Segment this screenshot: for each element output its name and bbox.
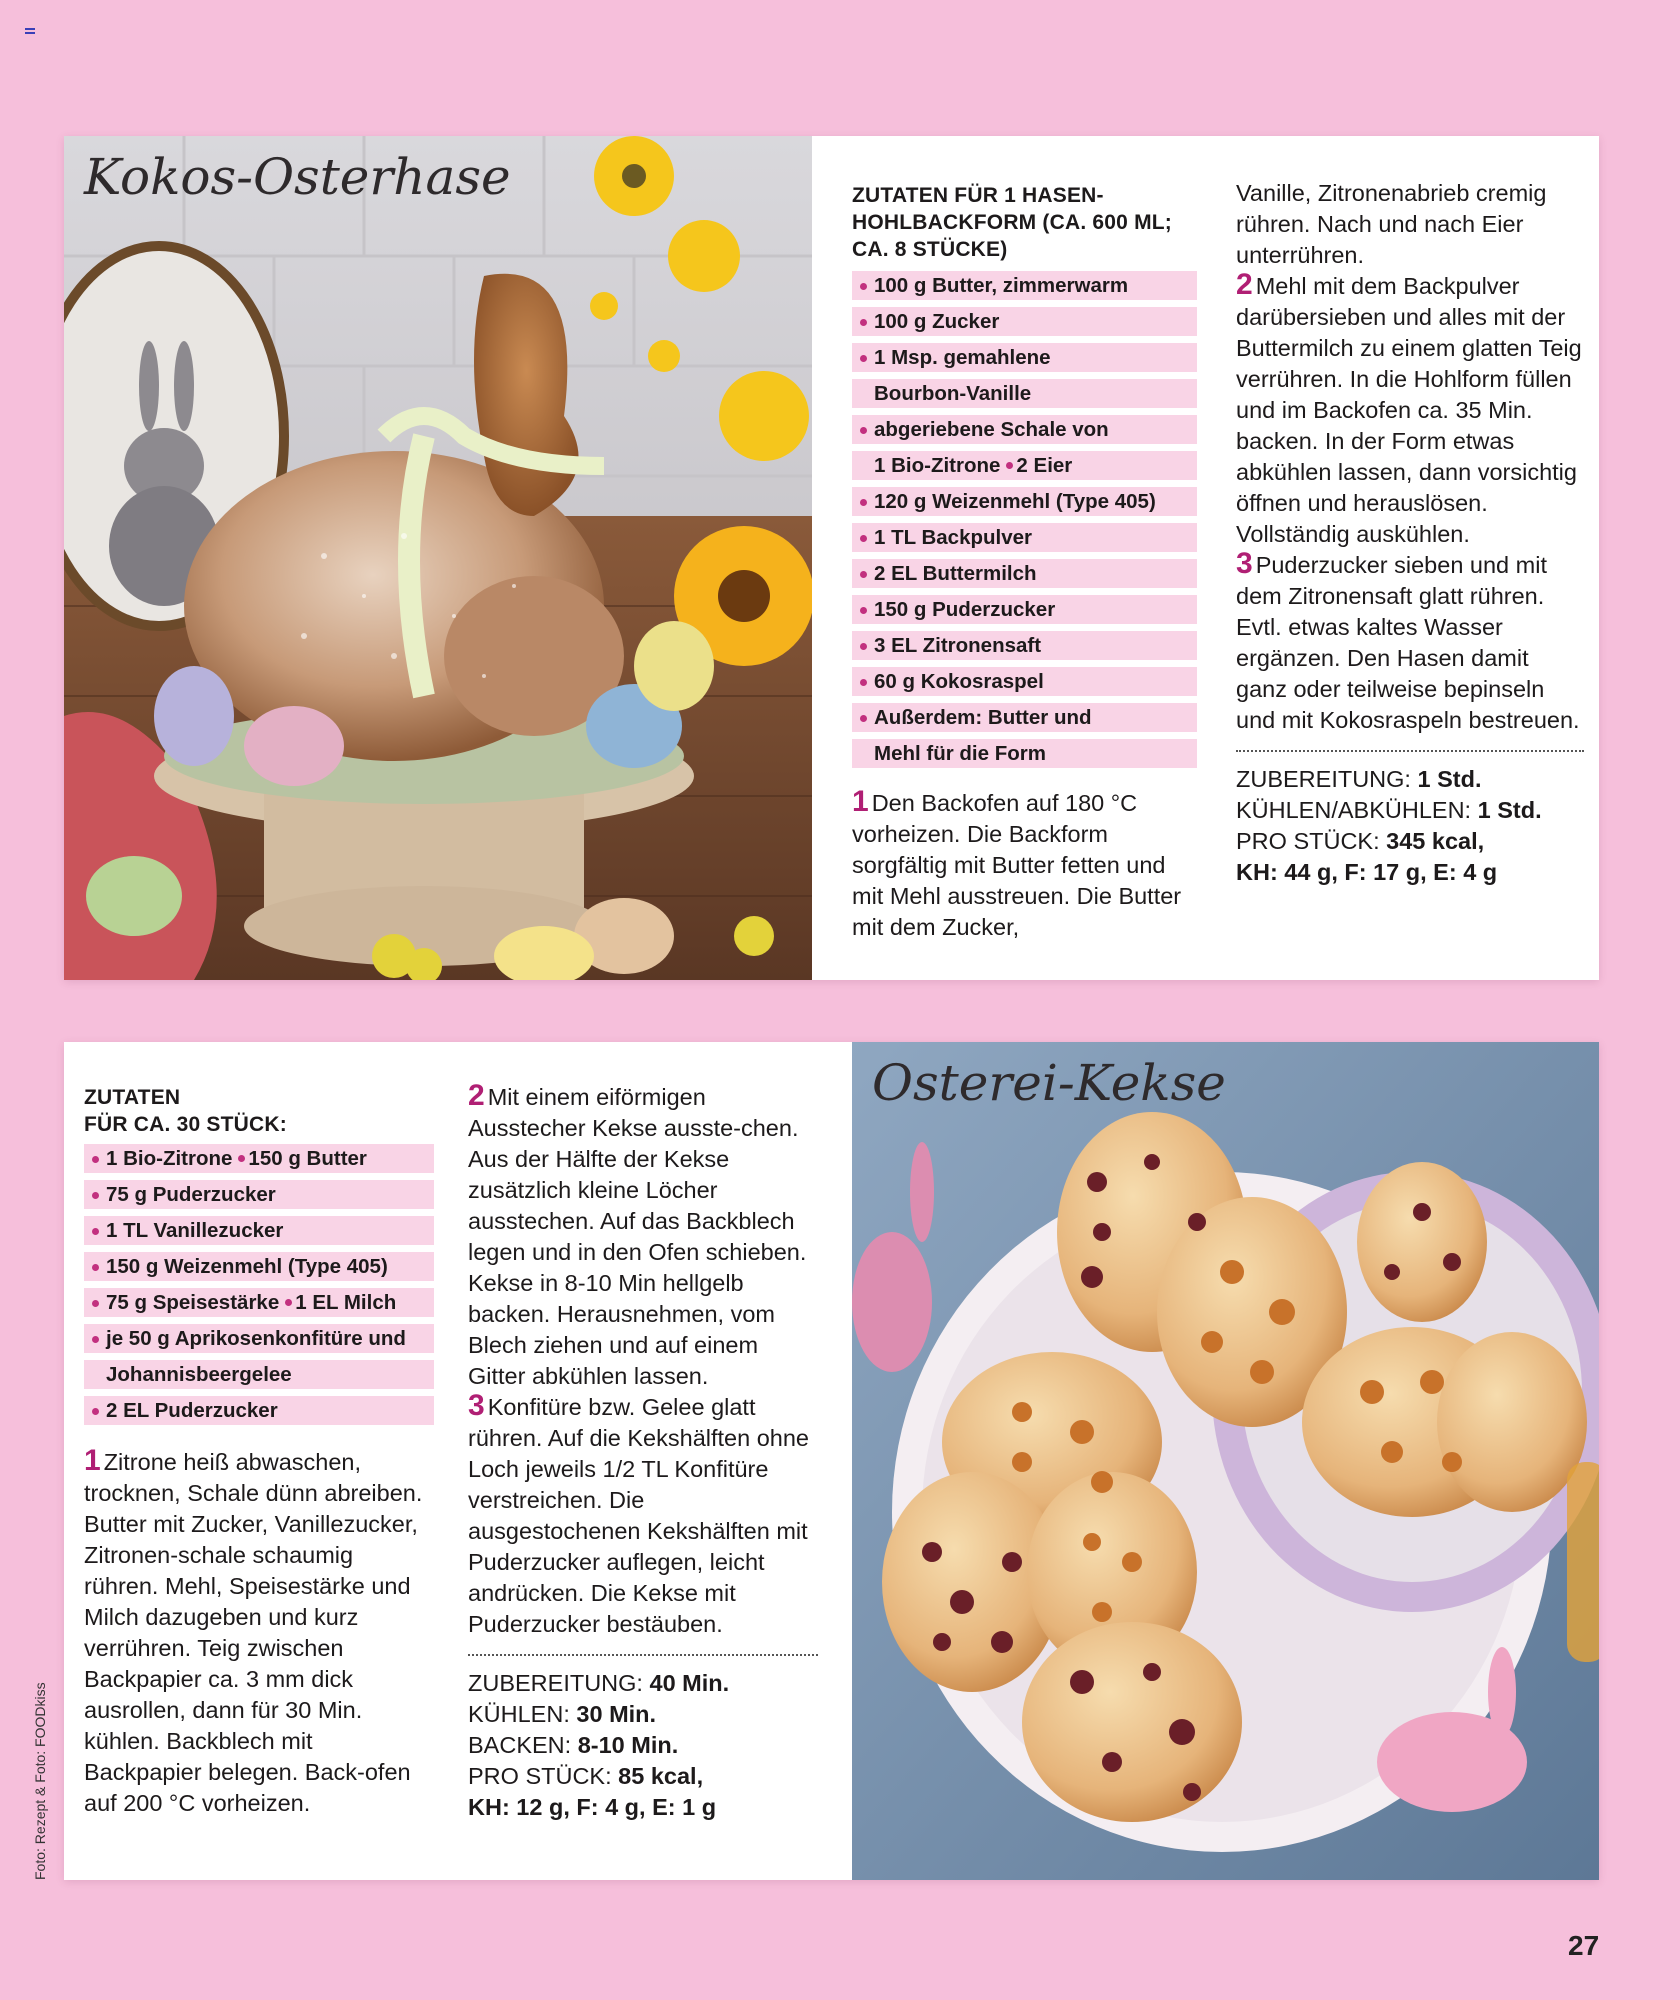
ingredient-item: 100 g Butter, zimmerwarm [852,271,1197,300]
ingredient-text: 1 Bio-Zitrone [106,1147,233,1170]
info-cool [1236,795,1584,826]
photo-credit: Foto: Rezept & Foto: FOODkiss [32,1682,48,1880]
bullet-dot [238,1155,245,1162]
step-number: 2 [1236,268,1253,301]
ingredient-item: 150 g Weizenmehl (Type 405) [84,1252,434,1281]
menu-flag-icon[interactable] [25,28,35,36]
info-label: PRO STÜCK: [1236,828,1380,854]
ingredients-heading: ZUTATEN FÜR 1 HASEN-HOHLBACKFORM (CA. 600 ML; CA. 8 STÜCKE) [852,184,1172,261]
ingredient-item: 1 TL Backpulver [852,523,1197,552]
ingredient-item: Außerdem: Butter und [852,703,1197,732]
ingredient-item: 2 EL Puderzucker [84,1396,434,1425]
recipe-card-osterei-kekse [64,1042,1599,1880]
kokos-osterhase-photo [64,136,812,980]
ingredients-column [852,182,1197,943]
step-number: 3 [468,1389,485,1422]
step-2 [1236,268,1584,550]
step-text: Den Backofen auf 180 °C vorheizen. Die Backform sorgfältig mit Butter fetten und mit Mehl ausstreuen. Die Butter mit dem Zucker, [852,790,1182,940]
ingredient-item: 100 g Zucker [852,307,1197,336]
ingredient-item [852,451,1197,480]
info-prep [1236,764,1584,795]
info-value: 8-10 Min. [577,1732,679,1758]
info-per-piece [468,1761,818,1792]
ingredient-item: 1 Msp. gemahlene [852,343,1197,372]
recipe-title: Kokos-Osterhase [84,148,511,206]
info-prep [468,1668,818,1699]
osterei-kekse-photo [852,1042,1599,1880]
recipe-title: Osterei-Kekse [872,1054,1226,1112]
info-cool [468,1699,818,1730]
info-label: BACKEN: [468,1732,572,1758]
ingredient-item: Mehl für die Form [852,739,1197,768]
step-1 [84,1444,434,1819]
info-value: 345 kcal, [1386,828,1485,854]
step-2 [468,1079,818,1392]
step-text: Zitrone heiß abwaschen, trocknen, Schale dünn abreiben. Butter mit Zucker, Vanillezucker, Zitronen-schale schaumig rühren. Mehl, Speisestärke und Milch dazugeben und kurz verrühren. Teig zwischen Backpapier ca. 3 mm dick ausrollen, dann für 30 Min. kühlen. Backblech mit Backpapier belegen. Back-ofen auf 200 °C vorheizen. [84,1449,423,1816]
ingredients-column [84,1084,434,1819]
ingredient-item: abgeriebene Schale von [852,415,1197,444]
heading-line: FÜR CA. 30 STÜCK: [84,1113,287,1136]
bullet-dot [285,1299,292,1306]
ingredient-item: 75 g Puderzucker [84,1180,434,1209]
step-text: Puderzucker sieben und mit dem Zitronensaft glatt rühren. Evtl. etwas kaltes Wasser ergänzen. Den Hasen damit ganz oder teilweise bepinseln und mit Kokosraspeln bestreuen. [1236,552,1580,733]
heading-line: ZUTATEN [84,1086,181,1109]
easter-egg-cookies-illustration [852,1042,1599,1880]
step-text: Mehl mit dem Backpulver darübersieben und alles mit der Buttermilch zu einem glatten Teig verrühren. In die Hohlform füllen und im Backofen ca. 35 Min. backen. In der Form etwas abkühlen lassen, dann vorsichtig öffnen und herauslösen. Vollständig auskühlen. [1236,273,1582,547]
step-text: Mit einem eiförmigen Ausstecher Kekse ausste-chen. Aus der Hälfte der Kekse zusätzlich kleine Löcher ausstechen. Auf das Backblech legen und in den Ofen schieben. Kekse in 8-10 Min hellgelb backen. Herausnehmen, vom Blech ziehen und auf einem Gitter abkühlen lassen. [468,1084,807,1389]
info-nutrition [1236,857,1584,888]
ingredient-item: Johannisbeergelee [84,1360,434,1389]
instructions-column [1236,178,1584,888]
ingredient-text: 1 EL Milch [295,1291,397,1314]
instructions-column [468,1079,818,1823]
ingredient-item: 120 g Weizenmehl (Type 405) [852,487,1197,516]
info-label: PRO STÜCK: [468,1763,612,1789]
info-bake [468,1730,818,1761]
ingredient-text: 75 g Speisestärke [106,1291,280,1314]
step-3 [468,1389,818,1640]
ingredient-item [84,1288,434,1317]
step-text: Konfitüre bzw. Gelee glatt rühren. Auf die Kekshälften ohne Loch jeweils 1/2 TL Konfitüre verstreichen. Die ausgestochenen Kekshälften mit Puderzucker auflegen, leicht andrücken. Die Kekse mit Puderzucker bestäuben. [468,1394,809,1637]
bullet-dot [1006,462,1013,469]
ingredient-item: 1 TL Vanillezucker [84,1216,434,1245]
ingredient-item: 3 EL Zitronensaft [852,631,1197,660]
info-label: KÜHLEN/ABKÜHLEN: [1236,797,1472,823]
dotted-divider [1236,750,1584,752]
ingredient-item: 150 g Puderzucker [852,595,1197,624]
info-label: ZUBEREITUNG: [468,1670,643,1696]
step-1 [852,785,1197,943]
step-3 [1236,547,1584,736]
step-number: 3 [1236,547,1253,580]
ingredient-item: 2 EL Buttermilch [852,559,1197,588]
step-1-continued: Vanille, Zitronenabrieb cremig rühren. Nach und nach Eier unterrühren. [1236,180,1547,268]
info-value: 40 Min. [649,1670,730,1696]
ingredient-text: 150 g Butter [248,1147,367,1170]
page-number: 27 [1568,1930,1600,1961]
step-number: 1 [84,1444,101,1477]
info-value: 30 Min. [576,1701,657,1727]
ingredient-text: 2 Eier [1016,454,1073,477]
info-value: KH: 12 g, F: 4 g, E: 1 g [468,1794,717,1820]
step-number: 2 [468,1079,485,1112]
ingredient-item: Bourbon-Vanille [852,379,1197,408]
info-value: KH: 44 g, F: 17 g, E: 4 g [1236,859,1498,885]
ingredient-item: je 50 g Aprikosenkonfitüre und [84,1324,434,1353]
dotted-divider [468,1654,818,1656]
info-value: 85 kcal, [618,1763,704,1789]
recipe-card-kokos-osterhase [64,136,1599,980]
info-label: ZUBEREITUNG: [1236,766,1411,792]
ingredient-item: 60 g Kokosraspel [852,667,1197,696]
info-value: 1 Std. [1417,766,1482,792]
ingredient-text: 1 Bio-Zitrone [874,454,1001,477]
ingredients-list [852,271,1197,768]
info-value: 1 Std. [1477,797,1542,823]
step-number: 1 [852,785,869,818]
info-nutrition [468,1792,818,1823]
ingredient-item [84,1144,434,1173]
ingredients-heading [84,1084,434,1138]
info-per-piece [1236,826,1584,857]
info-label: KÜHLEN: [468,1701,570,1727]
ingredients-list [84,1144,434,1425]
easter-bunny-cake-illustration [64,136,812,980]
